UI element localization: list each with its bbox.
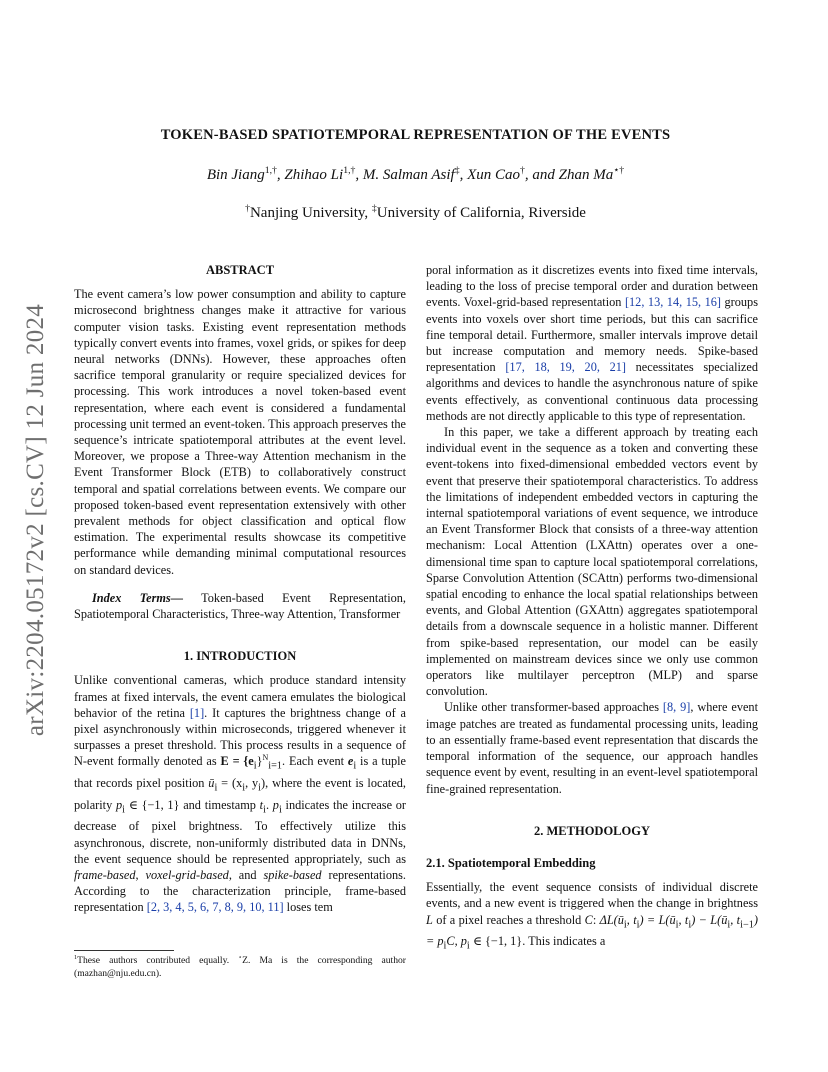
paper-title: TOKEN-BASED SPATIOTEMPORAL REPRESENTATION OF THE EVENTS (160, 127, 671, 143)
affiliation-name: University of California, Riverside (376, 205, 586, 221)
arxiv-id-text: arXiv:2204.05172v2 [cs.CV] 12 Jun 2024 (22, 303, 49, 737)
citation-link[interactable]: [1] (189, 705, 205, 720)
author-affil-mark: 1,† (264, 165, 277, 176)
methodology-heading: 2. METHODOLOGY (534, 823, 650, 838)
left-column (74, 262, 406, 916)
author-affil-mark: 1,† (343, 165, 356, 176)
introduction-paragraph: In this paper, we take a different approach by treating each individual event in the sequence as a token and converting these event-tokens into fixed-dimensional embedded vectors event by event that preserve their spatiotemporal characteristics. To address the limitations of independent embedded vectors in capturing the internal spatiotemporal variations of event sequence, we introduce an Event Transformer Block that consists of a three-way attention mechanism: Local Attention (LXAttn) operates over a one-dimensional time span to capture local spatiotemporal correlations, Sparse Convolution Attention (SCAttn) performs two-dimensional spatial encoding to enhance the local spatial relationships between events, and Global Attention (GXAttn) aggregates spatiotemporal details from a downscale sequence in a holistic manner. Different from spike-based representation, our model can be easily implemented on mainstream devices since we only use common operators like multilayer perceptron (MLP) and sparse convolution. (426, 425, 758, 699)
author-affil-mark: ⋆† (613, 165, 625, 176)
footnote-divider (74, 950, 174, 951)
author-name: Zhan Ma (558, 167, 614, 183)
index-terms: Index Terms— Token-based Event Representation, Spatiotemporal Characteristics, Three-way Attention, Transformer (74, 590, 406, 622)
affiliation-name: Nanjing University (249, 205, 365, 221)
methodology-paragraph: Essentially, the event sequence consists of individual discrete events, and a new event is triggered when the change in brightness L of a pixel reaches a threshold C: $\Delta L(ū_i$, $t_i$) = $L(ū_i$, $t_i$) − $L(ū_i$, $t_{i-1}) = p_iC$, $p_i$ ∈ {−1, 1}. This indicates a (426, 880, 758, 952)
affiliations: †Nanjing University, ‡University of California, Riverside (245, 203, 586, 221)
subsection-heading: 2.1. Spatiotemporal Embedding (426, 855, 596, 870)
arxiv-identifier (16, 270, 56, 770)
introduction-continued: poral information as it discretizes events into fixed time intervals, leading to the loss of precise temporal order and duration between events. Voxel-grid-based representation [12, 13, 14, 15, 16] groups events into voxels over short time periods, but this can sacrifice fine temporal detail. Furthermore, smaller intervals improve detail but increase computation and memory needs. Spike-based representation [17, 18, 19, 20, 21] necessitates specialized algorithms and devices to handle the asynchronous nature of spike events effectively, as conventional continuous data processing methods are not directly applicable to this type of representation. (426, 263, 758, 423)
author-list: Bin Jiang$^{1,\dagger}$, Zhihao $Li^{1,\dagger}$, M. Salman Asif‡, Xun Cao†, and Zhan Ma⋆† (206, 165, 625, 183)
footnote: $^1$These authors contributed equally. ⋆Z. Ma is the corresponding author (mazhan@nju.edu.cn). (74, 953, 406, 979)
author-name: Zhihao Li (284, 167, 344, 183)
author-name: M. Salman Asif (362, 167, 455, 183)
citation-link[interactable]: [8, 9] (662, 700, 691, 715)
introduction-paragraph: Unlike conventional cameras, which produce standard intensity frames at fixed intervals, the event camera emulates the biological behavior of the retina [1]. It captures the brightness change of a pixel asynchronously within microseconds, triggered whenever it surpasses a preset threshold. This process results in a sequence of N-event formally denoted as $E = \{e_i\}^N_{i=1}$. Each event $e_i$ is a tuple that records pixel position $ū_i = (x_i$, $y_i$), where the event is located, polarity $p_i$ ∈ {−1, 1} and timestamp $t_i$. $p_i$ indicates the increase or decrease of pixel brightness. To effectively utilize this asynchronous, discrete, non-uniformly distributed data in DNNs, the event sequence should be represented appropriately, such as frame-based, voxel-grid-based, and spike-based representations. According to the characterization principle, frame-based representation [2, 3, 4, 5, 6, 7, 8, 9, 10, 11] loses tem (74, 673, 407, 915)
abstract-text: The event camera’s low power consumption and ability to capture microsecond brightness changes make it attractive for various computer vision tasks. Existing event representation methods typically convert events into frames, voxel grids, or spikes for deep neural networks (DNNs). However, these approaches often sacrifice temporal granularity or require specialized devices for processing. This work introduces a novel token-based event representation, where each event is considered a fundamental processing unit termed an event-token. This approach preserves the sequence’s intricate spatiotemporal attributes at the event level. Moreover, we propose a Three-way Attention mechanism in the Event Transformer Block (ETB) to collaboratively construct temporal and spatial correlations between events. We compare our proposed token-based event representation extensively with other prevalent methods for object classification and optical flow estimation. The experimental results showcase its competitive performance while demanding minimal computational resources on standard devices. (74, 287, 406, 577)
citation-link[interactable]: [17, 18, 19, 20, 21] (505, 360, 626, 375)
author-affil-mark: † (519, 165, 525, 176)
introduction-heading: 1. INTRODUCTION (183, 649, 297, 664)
right-column (426, 262, 758, 955)
abstract-heading: ABSTRACT (205, 263, 275, 277)
introduction-paragraph: Unlike other transformer-based approaches [8, 9], where event image patches are treated as fundamental processing units, leading to an essentially frame-based event representation that discards the temporal information of the sequence, our approach handles sequence event by event, resulting in an event-level spatiotemporal fine-grained representation. (426, 700, 758, 796)
author-affil-mark: ‡ (454, 165, 460, 176)
author-name: Xun Cao (467, 167, 520, 183)
author-name: Bin Jiang (206, 167, 265, 183)
citation-link[interactable]: [2, 3, 4, 5, 6, 7, 8, 9, 10, 11] (146, 900, 284, 915)
citation-link[interactable]: [12, 13, 14, 15, 16] (624, 295, 721, 310)
index-terms-label: Index Terms— (92, 590, 183, 605)
